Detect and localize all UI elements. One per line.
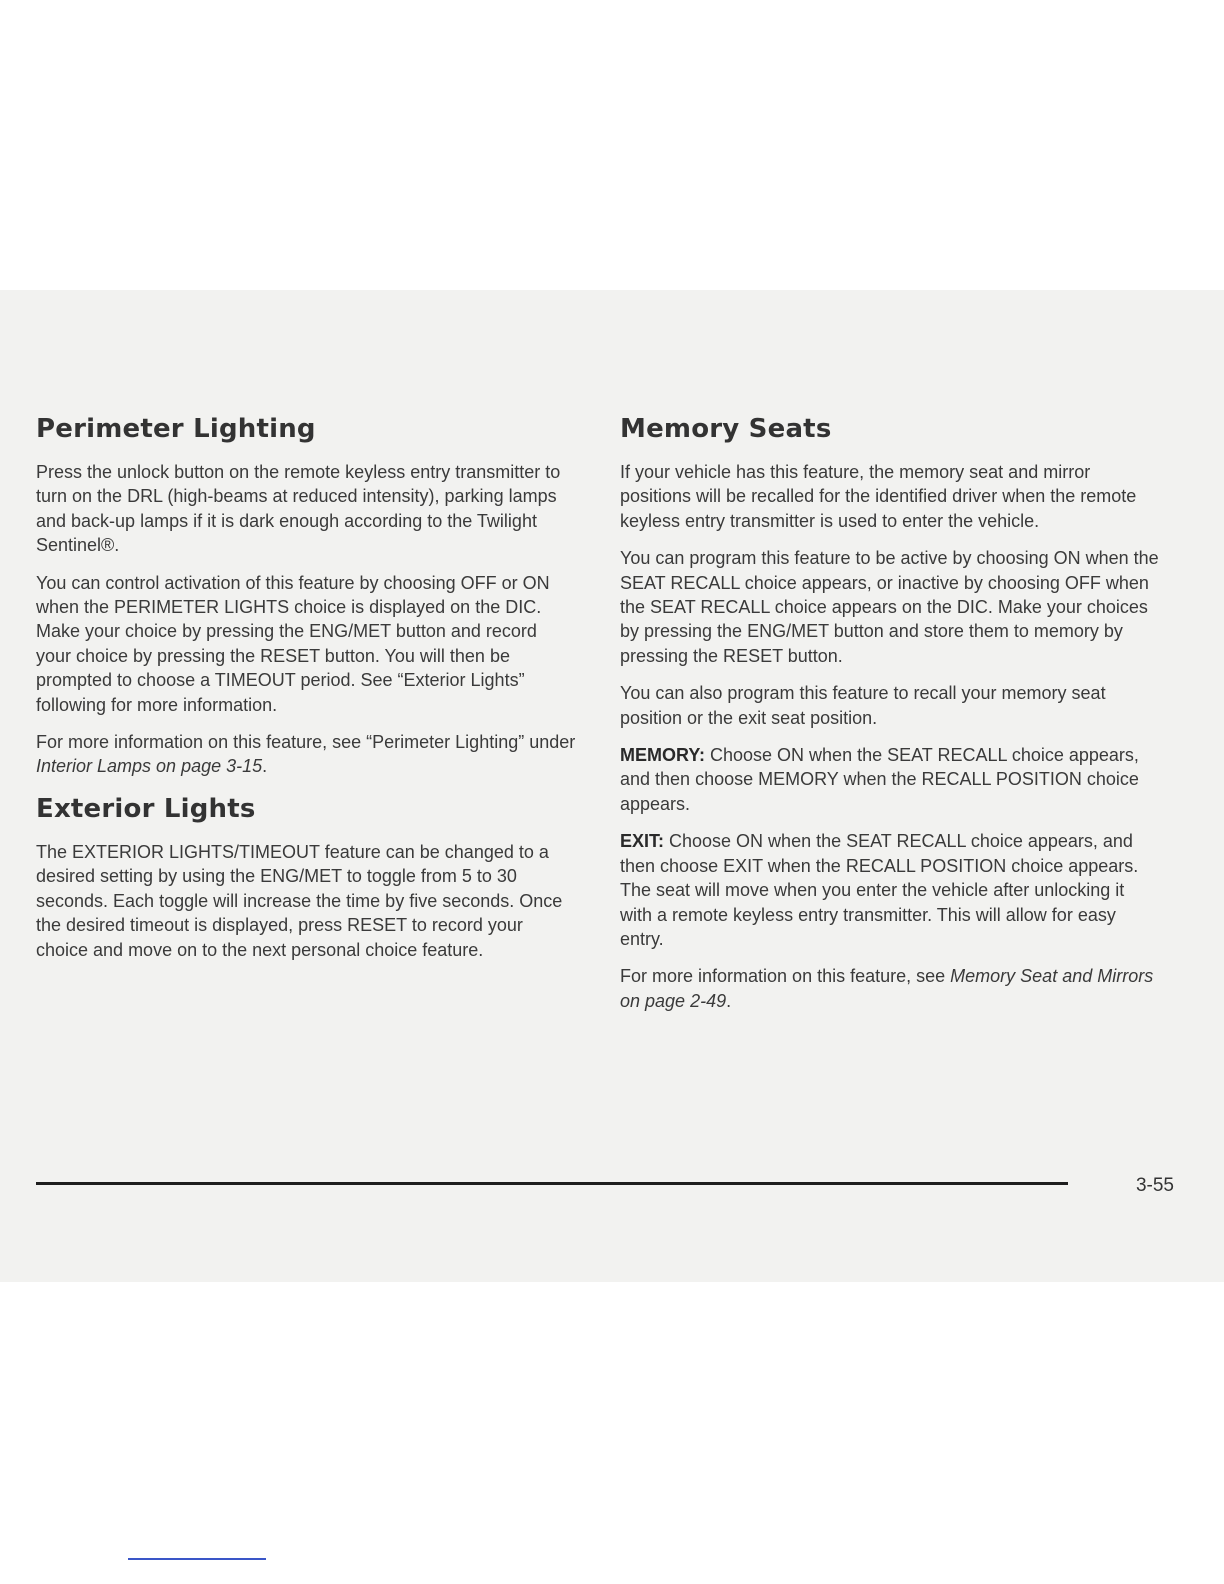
- left-column: [36, 412, 576, 975]
- perimeter-lighting-paragraph-3: [36, 730, 576, 779]
- exterior-lights-heading: Exterior Lights: [36, 793, 256, 824]
- memory-seats-paragraph-6: [620, 964, 1160, 1013]
- perimeter-lighting-heading: Perimeter Lighting: [36, 414, 316, 444]
- perimeter-more-info-end: .: [262, 756, 268, 777]
- perimeter-more-info-text: For more information on this feature, see “Perimeter Lighting” under: [36, 732, 576, 753]
- perimeter-lighting-paragraph-1: Press the unlock button on the remote keyless entry transmitter to turn on the DRL (high-beams at reduced intensity), parking lamps and back-up lamps if it is dark enough according to the Twilight Sentinel®.: [36, 462, 561, 556]
- memory-more-info-text: For more information on this feature, see: [620, 966, 951, 987]
- memory-option-label: MEMORY:: [620, 745, 705, 766]
- page-number: 3-55: [1135, 1175, 1174, 1196]
- link-underline: [128, 1558, 266, 1560]
- memory-seats-paragraph-1: If your vehicle has this feature, the memory seat and mirror positions will be recalled for the identified driver when the remote keyless entry transmitter is used to enter the vehicle.: [620, 462, 1137, 531]
- exit-option-label: EXIT:: [620, 831, 665, 852]
- exit-option-paragraph: [620, 829, 1160, 951]
- memory-seats-heading: Memory Seats: [620, 414, 832, 444]
- memory-seats-paragraph-3: You can also program this feature to recall your memory seat position or the exit seat position.: [620, 683, 1106, 728]
- perimeter-lighting-paragraph-2: You can control activation of this feature by choosing OFF or ON when the PERIMETER LIGHTS choice is displayed on the DIC. Make your choice by pressing the ENG/MET button and record your choice by pressing the RESET button. You will then be prompted to choose a TIMEOUT period. See “Exterior Lights” following for more information.: [36, 572, 550, 715]
- memory-seats-paragraph-2: You can program this feature to be active by choosing ON when the SEAT RECALL choice appears, or inactive by choosing OFF when the SEAT RECALL choice appears on the DIC. Make your choices by pressing the ENG/MET button and store them to memory by pressing the RESET button.: [620, 548, 1159, 666]
- exit-option-text: Choose ON when the SEAT RECALL choice appears, and then choose EXIT when the RECALL POSITION choice appears. The seat will move when you enter the vehicle after unlocking it with a remote keyless entry transmitter. This will allow for easy entry.: [620, 831, 1139, 949]
- memory-option-text: Choose ON when the SEAT RECALL choice appears, and then choose MEMORY when the RECALL POSITION choice appears.: [620, 745, 1139, 814]
- exterior-lights-paragraph-1: The EXTERIOR LIGHTS/TIMEOUT feature can be changed to a desired setting by using the ENG/MET to toggle from 5 to 30 seconds. Each toggle will increase the time by five seconds. Once the desired timeout is displayed, press RESET to record your choice and move on to the next personal choice feature.: [36, 841, 563, 960]
- interior-lamps-reference[interactable]: Interior Lamps on page 3-15: [36, 756, 263, 777]
- right-column: [620, 412, 1160, 1026]
- memory-seats-section: [620, 412, 1160, 1013]
- footer-rule: [36, 1182, 1068, 1185]
- memory-more-info-end: .: [726, 990, 732, 1011]
- perimeter-lighting-section: [36, 412, 576, 779]
- exterior-lights-section: [36, 792, 576, 962]
- memory-seat-mirrors-reference[interactable]: Memory Seat and Mirrors on page 2-49: [620, 966, 1154, 1011]
- memory-option-paragraph: [620, 743, 1160, 816]
